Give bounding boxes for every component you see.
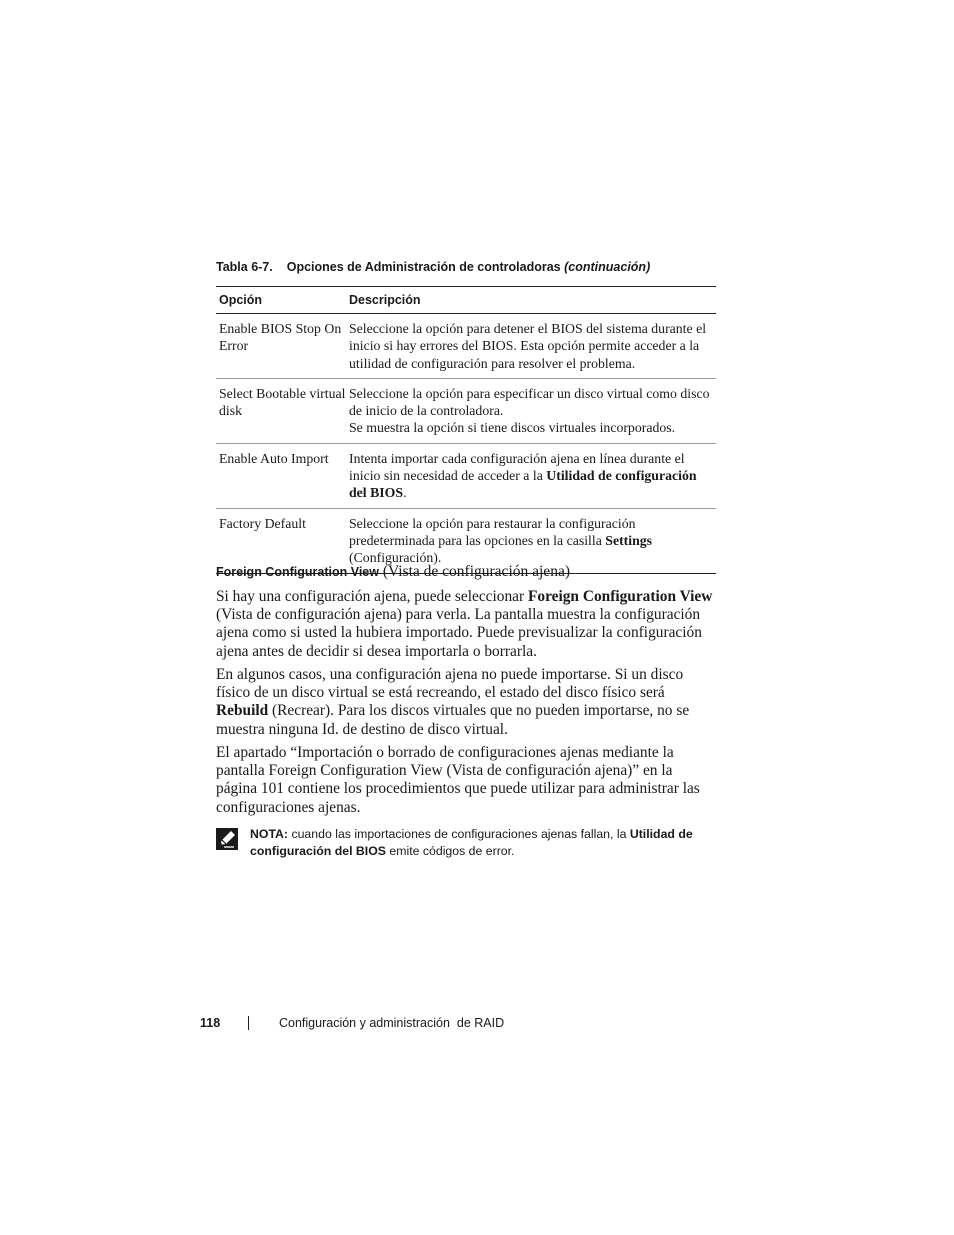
note-body: cuando las importaciones de configuraciones ajenas fallan, la (288, 827, 630, 841)
paragraph-bold: Rebuild (216, 702, 269, 720)
options-table (216, 286, 716, 574)
note-text (244, 826, 716, 861)
header-description: Descripción (349, 293, 421, 307)
description-text: Intenta importar cada configuración ajena en línea durante el inicio sin necesidad de acceder a la (349, 450, 685, 484)
section-heading-bold: Foreign Configuration View (216, 565, 379, 579)
description-line: Se muestra la opción si tiene discos virtuales incorporados. (349, 420, 676, 436)
option-cell: Factory Default (219, 515, 306, 531)
section-heading (216, 563, 570, 581)
note-body: emite códigos de error. (385, 844, 515, 859)
description-cell: Seleccione la opción para detener el BIOS del sistema durante el inicio si hay errores del BIOS. Esta opción permite acceder a la utilidad de configuración para resolver el problema. (349, 321, 707, 371)
note-pencil-icon (216, 826, 244, 861)
description-bold: Settings (605, 532, 653, 548)
table-caption (216, 260, 650, 274)
paragraph-text: Si hay una configuración ajena, puede seleccionar (216, 588, 528, 605)
option-cell: Enable BIOS Stop On Error (219, 321, 342, 354)
header-option: Opción (219, 293, 263, 307)
section-heading-rest: (Vista de configuración ajena) (378, 563, 570, 580)
description-text: (Configuración). (349, 550, 442, 566)
footer-divider (248, 1016, 249, 1030)
option-cell: Enable Auto Import (219, 450, 329, 466)
description-text: Seleccione la opción para restaurar la configuración predeterminada para las opciones en la casilla (349, 515, 636, 548)
description-cell (349, 510, 716, 567)
table-number: Tabla 6-7. (216, 260, 273, 274)
paragraph (216, 588, 716, 661)
table-header-row (216, 287, 716, 314)
paragraph: El apartado “Importación o borrado de configuraciones ajenas mediante la pantalla Foreign Configuration View (Vista de configuración ajena)” en la página 101 contiene los procedimientos que puede utilizar para administrar las configuraciones ajenas. (216, 744, 700, 816)
description-cell (349, 445, 716, 502)
table-title: Opciones de Administración de controladoras (286, 260, 561, 274)
paragraph (216, 666, 716, 739)
paragraph-text: (Vista de configuración ajena) para verla. La pantalla muestra la configuración ajena como si usted la hubiera importado. Puede previsualizar la configuración ajena antes de decidir si desea importarla o borrarla. (216, 606, 702, 660)
page-footer (200, 1016, 504, 1030)
chapter-title: Configuración y administración de RAID (279, 1016, 505, 1030)
table-row (216, 314, 716, 379)
option-cell: Select Bootable virtual disk (219, 385, 346, 419)
table-continuation: (continuación) (564, 260, 651, 274)
table-row (216, 444, 716, 509)
paragraph-text: (Recrear). Para los discos virtuales que no pueden importarse, no se muestra ninguna Id. de destino de disco virtual. (216, 702, 690, 738)
description-line: Seleccione la opción para especificar un disco virtual como disco de inicio de la controladora. (349, 385, 710, 419)
description-text: . (403, 485, 407, 501)
paragraph-text: En algunos casos, una configuración ajena no puede importarse. Si un disco físico de un disco virtual se está recreando, el estado del disco físico será (216, 666, 684, 702)
note-box (216, 826, 716, 861)
page-number: 118 (200, 1016, 221, 1030)
paragraph-bold: Foreign Configuration View (527, 588, 713, 605)
description-bold: Utilidad de configuración del BIOS (349, 468, 697, 501)
note-bold: Utilidad de configuración del BIOS (250, 827, 693, 859)
note-label: NOTA: (250, 827, 289, 841)
table-row (216, 379, 716, 444)
description-cell (349, 380, 716, 437)
